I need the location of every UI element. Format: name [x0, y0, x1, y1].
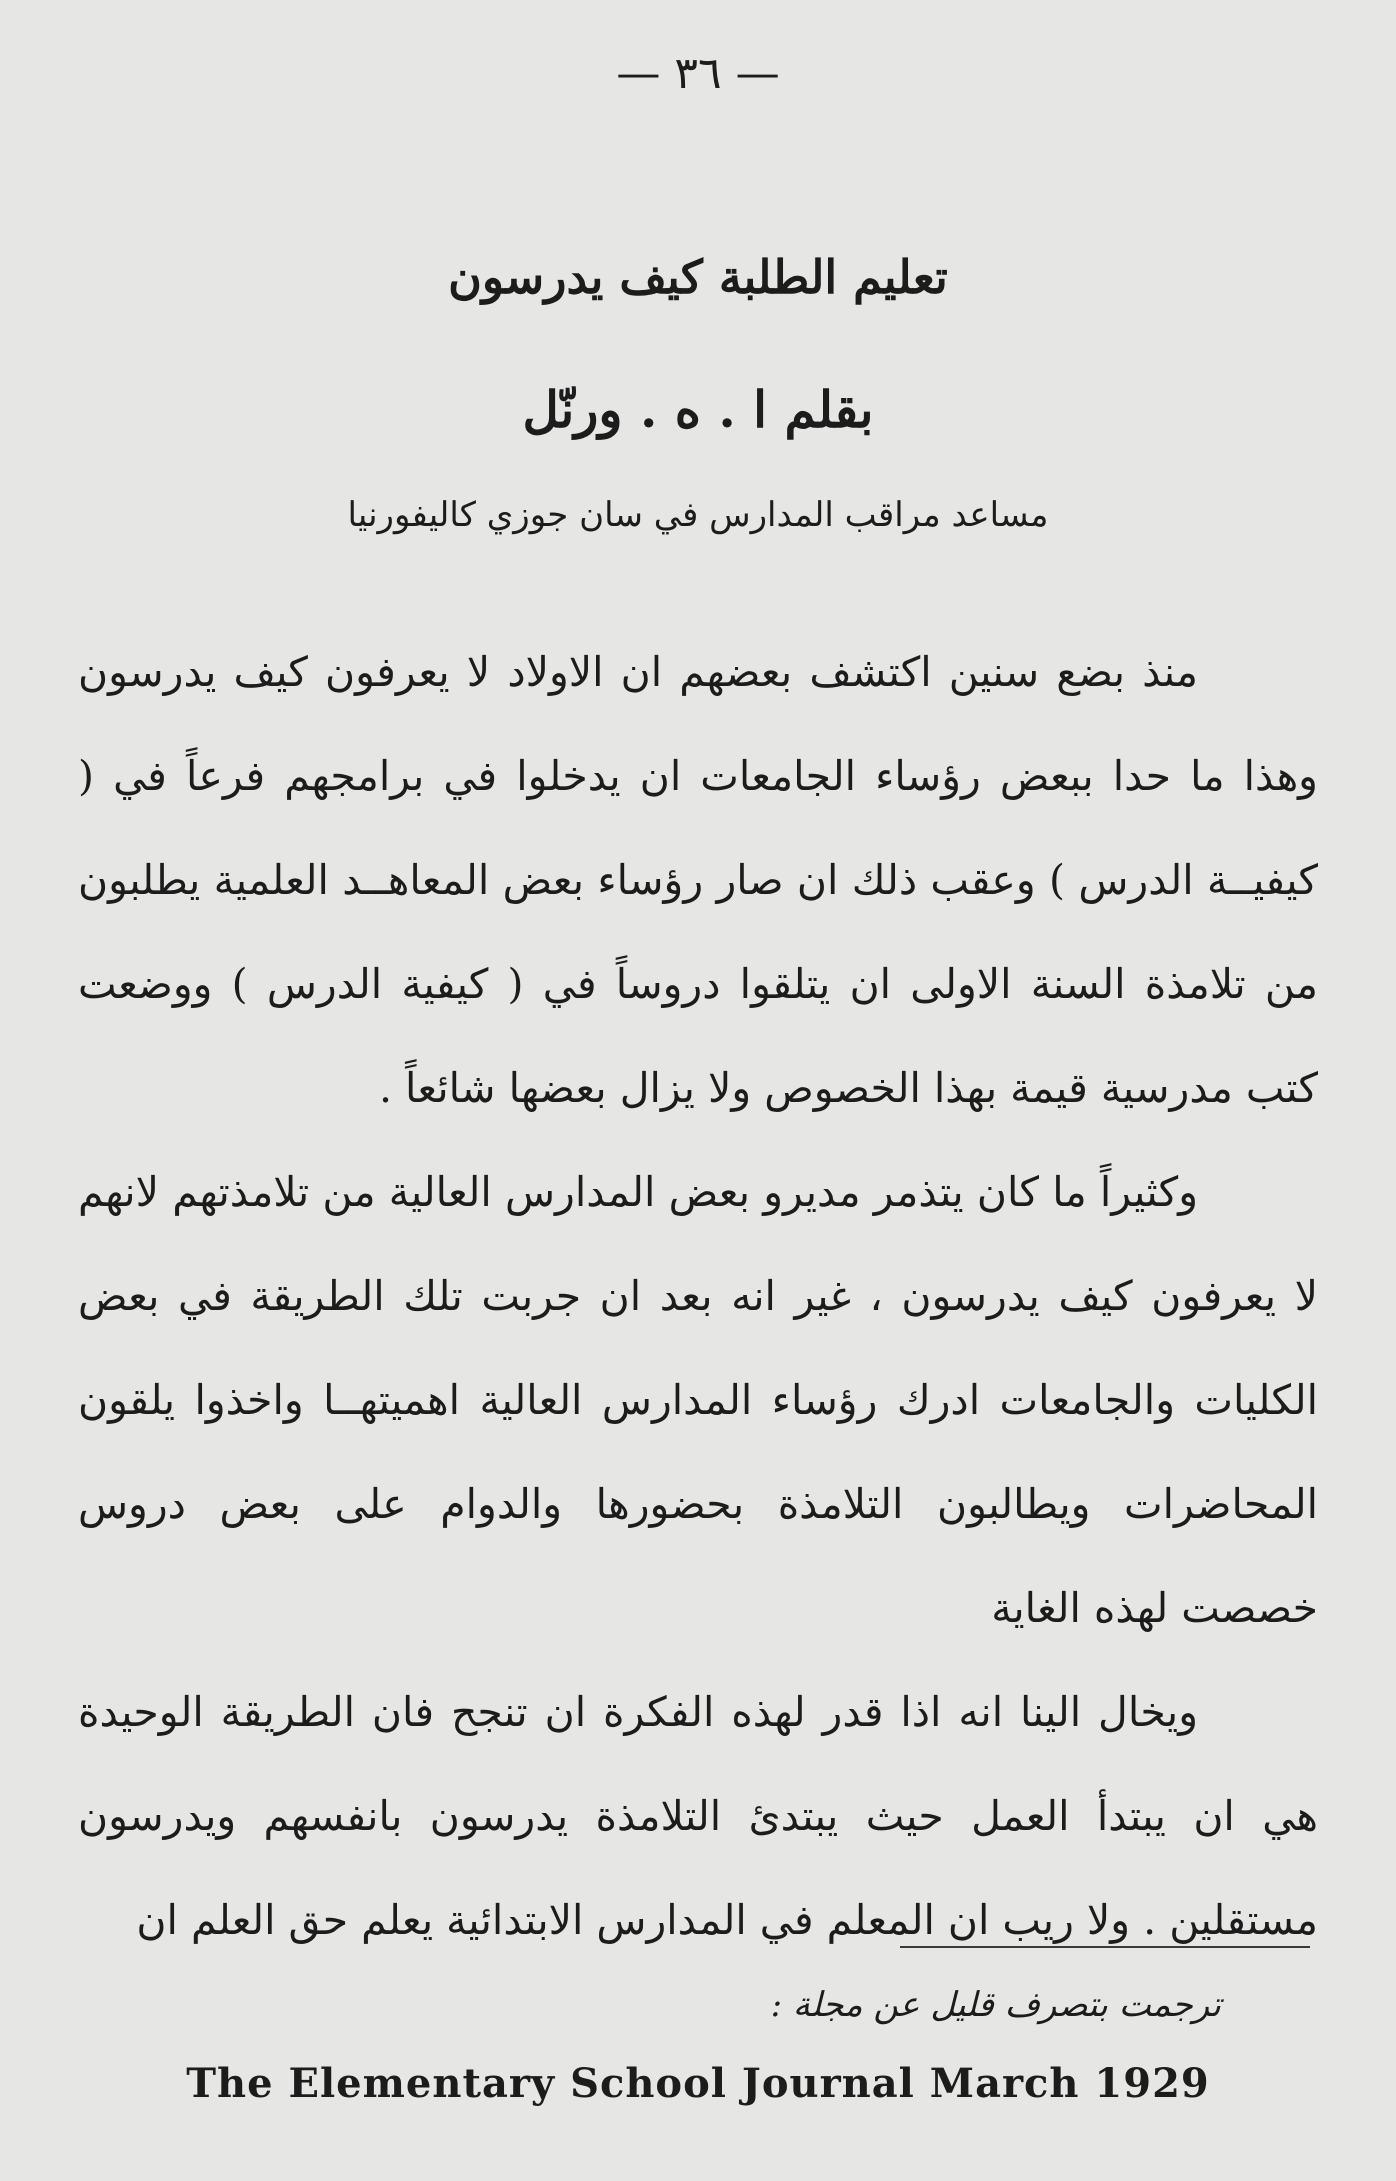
footnote: ترجمت بتصرف قليل عن مجلة : — [770, 1985, 1221, 2025]
page-number: — ٣٦ — — [616, 48, 780, 99]
article-body — [78, 620, 1318, 1972]
author-affiliation: مساعد مراقب المدارس في سان جوزي كاليفورنيا — [347, 495, 1049, 535]
paragraph-2: وكثيراً ما كان يتذمر مديرو بعض المدارس العالية من تلامذتهم لانهم لا يعرفون كيف يدرسون ، غير انه بعد ان جربت تلك الطريقة في بعض الكليات والجامعات ادرك رؤساء المدارس العالية اهميتهــا واخذوا يلقون المحاضرات ويطالبون التلامذة بحضورها والدوام على بعض دروس خصصت لهذه الغاية — [78, 1168, 1318, 1632]
footnote-divider — [900, 1946, 1310, 1948]
article-title: تعليم الطلبة كيف يدرسون — [448, 250, 948, 304]
paragraph-1: منذ بضع سنين اكتشف بعضهم ان الاولاد لا يعرفون كيف يدرسون وهذا ما حدا ببعض رؤساء الجامعات ان يدخلوا في برامجهم فرعاً في ( كيفيــة الدرس ) وعقب ذلك ان صار رؤساء بعض المعاهــد العلمية يطلبون من تلامذة السنة الاولى ان يتلقوا دروساً في ( كيفية الدرس ) ووضعت كتب مدرسية قيمة بهذا الخصوص ولا يزال بعضها شائعاً . — [78, 648, 1318, 1112]
paragraph-3: ويخال الينا انه اذا قدر لهذه الفكرة ان تنجح فان الطريقة الوحيدة هي ان يبتدأ العمل حيث يبتدئ التلامذة يدرسون بانفسهم ويدرسون مستقلين . ولا ريب ان المعلم في المدارس الابتدائية يعلم حق العلم ان — [78, 1688, 1318, 1944]
source-citation: The Elementary School Journal March 1929 — [186, 2060, 1210, 2107]
article-byline: بقلم ا . ه . ورنّل — [522, 380, 874, 439]
